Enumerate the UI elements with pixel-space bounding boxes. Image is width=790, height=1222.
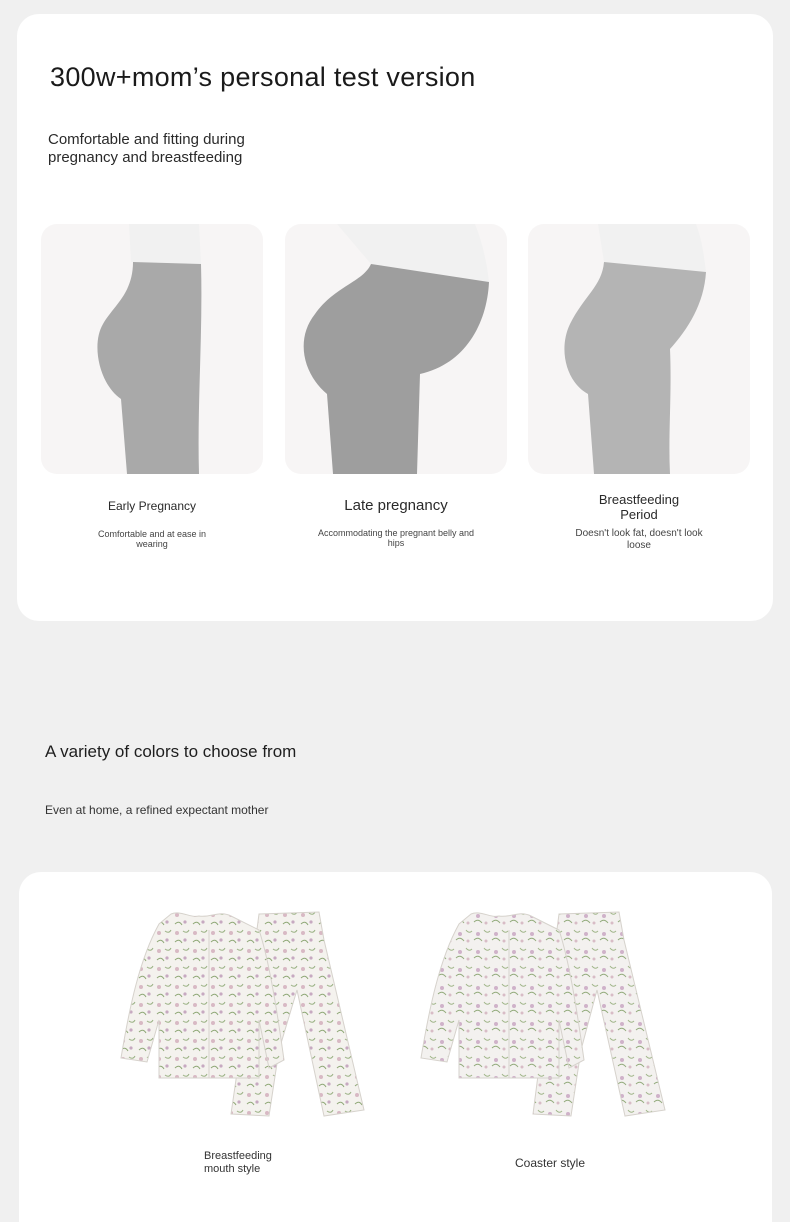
product-caption: Breastfeeding mouth style <box>204 1150 272 1175</box>
colors-section-title: A variety of colors to choose from <box>45 742 297 761</box>
page-title: 300w+mom’s personal test version <box>50 62 476 92</box>
stage-description: Comfortable and at ease in wearing <box>97 529 207 549</box>
product-coaster-style[interactable] <box>419 910 669 1170</box>
stage-label: Early Pregnancy <box>107 499 197 513</box>
breastfeeding-silhouette <box>528 224 750 474</box>
stage-description: Doesn't look fat, doesn't look loose <box>575 528 703 551</box>
products-card <box>19 872 772 1222</box>
early-pregnancy-silhouette <box>41 224 263 474</box>
stage-late-pregnancy <box>285 224 507 548</box>
pajama-set-image <box>419 910 669 1122</box>
pregnancy-stages-card <box>17 14 773 621</box>
stage-breastfeeding-period <box>528 224 750 552</box>
product-breastfeeding-mouth[interactable] <box>119 910 369 1175</box>
colors-section-subtitle: Even at home, a refined expectant mother <box>45 803 269 817</box>
pajama-set-image <box>119 910 369 1122</box>
product-caption: Coaster style <box>515 1156 586 1170</box>
page-subtitle: Comfortable and fitting during pregnancy and breastfeeding <box>48 131 245 166</box>
stage-early-pregnancy <box>41 224 263 549</box>
stage-label: Late pregnancy <box>344 497 448 514</box>
stage-description: Accommodating the pregnant belly and hips <box>317 528 475 548</box>
late-pregnancy-silhouette <box>285 224 507 474</box>
stage-label: Breastfeeding Period <box>598 492 680 522</box>
